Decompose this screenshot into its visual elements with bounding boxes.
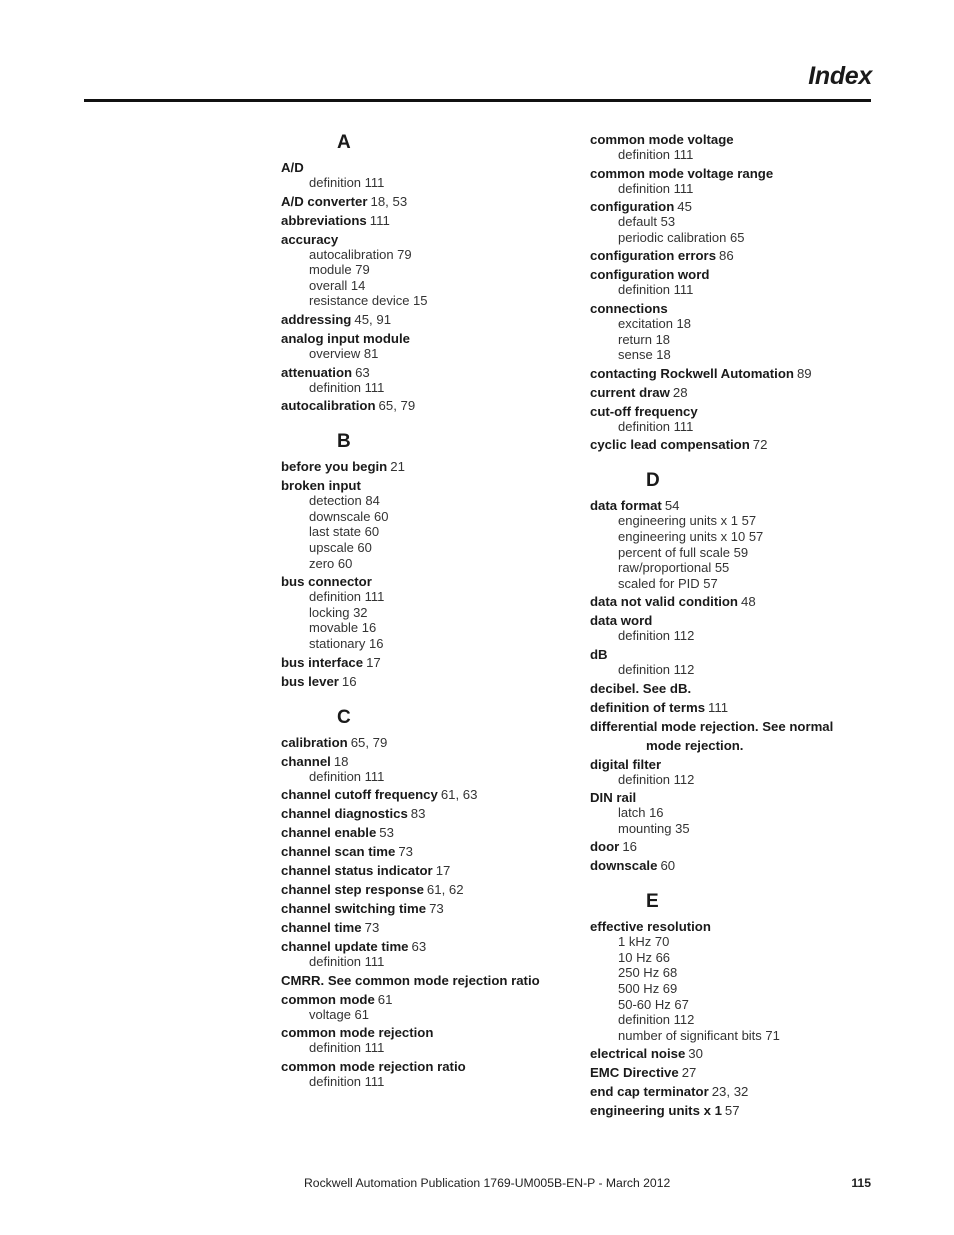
sub-entry: voltage 61: [309, 1006, 369, 1022]
entry-pages: 17: [435, 863, 451, 879]
entry-term: common mode voltage: [590, 132, 734, 147]
entry-term: CMRR. See common mode rejection ratio: [281, 972, 540, 988]
sub-entry: 500 Hz 69: [618, 981, 678, 997]
entry-term: current draw: [590, 384, 670, 400]
entry-pages: 48: [741, 594, 756, 610]
index-section: [281, 703, 581, 1090]
sub-entry: module 79: [309, 262, 370, 278]
index-column-right: [590, 130, 890, 1120]
section-letter: B: [337, 431, 351, 453]
header-rule: [84, 99, 871, 102]
entry-term: digital filter: [590, 756, 662, 772]
footer-publication: Rockwell Automation Publication 1769-UM005B-EN-P - March 2012: [304, 1176, 671, 1190]
entry-term: configuration: [590, 199, 675, 215]
index-entry: [281, 785, 581, 804]
sub-entry: definition 111: [309, 589, 385, 605]
sub-entry: downscale 60: [309, 508, 389, 524]
sub-entry: definition 111: [309, 768, 385, 784]
sub-entry: definition 111: [618, 418, 694, 434]
index-section: [281, 128, 581, 415]
sub-entry: engineering units x 1 57: [618, 513, 757, 529]
entry-pages: 57: [724, 1103, 740, 1119]
entry-pages: 65, 79: [378, 398, 416, 414]
sub-entry: movable 16: [309, 620, 377, 636]
index-entry: [281, 842, 581, 861]
entry-term: cut-off frequency: [590, 403, 698, 419]
sub-entry: upscale 60: [309, 539, 372, 555]
sub-entry: definition 111: [618, 282, 694, 298]
sub-entry: periodic calibration 65: [618, 229, 745, 245]
entry-term: electrical noise: [590, 1046, 686, 1062]
entry-term: differential mode rejection. See normal: [590, 718, 834, 734]
index-entry: [590, 592, 890, 611]
entry-term: abbreviations: [281, 212, 367, 228]
entry-term: analog input module: [281, 330, 410, 346]
entry-term: accuracy: [281, 231, 339, 247]
index-entry: [590, 364, 890, 383]
sub-entry: scaled for PID 57: [618, 575, 718, 591]
index-entry: [590, 698, 890, 717]
sub-entry-list: [618, 628, 890, 644]
sub-entry-list: [309, 954, 581, 970]
sub-entry-list: [618, 181, 890, 197]
sub-entry: autocalibration 79: [309, 246, 412, 262]
entry-term: bus interface: [281, 654, 364, 670]
sub-entry-list: [309, 346, 581, 362]
index-entry: [281, 861, 581, 880]
entry-pages: 18, 53: [370, 193, 408, 209]
index-entry: [590, 717, 890, 736]
entry-term: channel update time: [281, 939, 409, 955]
sub-entry: zero 60: [309, 555, 353, 571]
index-entry: [281, 211, 581, 230]
entry-term: bus connector: [281, 574, 372, 590]
entry-pages: 45: [677, 199, 692, 215]
sub-entry: detection 84: [309, 493, 380, 509]
sub-entry: return 18: [618, 331, 671, 347]
index-entry: [590, 435, 890, 454]
index-entry: [281, 899, 581, 918]
sub-entry: definition 111: [309, 379, 385, 395]
entry-term: channel time: [281, 920, 362, 936]
entry-term: channel diagnostics: [281, 806, 408, 822]
sub-entry: definition 112: [618, 1012, 695, 1028]
entry-term: channel switching time: [281, 901, 427, 917]
section-letter: D: [646, 470, 660, 492]
entry-pages: 17: [366, 654, 381, 670]
sub-entry-list: [618, 662, 890, 678]
index-entry: [281, 653, 581, 672]
sub-entry: overall 14: [309, 277, 366, 293]
sub-entry: resistance device 15: [309, 293, 428, 309]
sub-entry: raw/proportional 55: [618, 560, 730, 576]
index-column-left: [281, 128, 581, 1090]
sub-entry: 10 Hz 66: [618, 949, 671, 965]
index-entry-continuation: [590, 736, 890, 755]
entry-term: attenuation: [281, 364, 353, 380]
entry-pages: 53: [379, 825, 394, 841]
entry-pages: 72: [752, 437, 768, 453]
sub-entry: 50-60 Hz 67: [618, 996, 689, 1012]
entry-pages: 61: [377, 991, 393, 1007]
index-entry: [590, 837, 890, 856]
section-letter: A: [337, 132, 351, 153]
section-letter: E: [646, 891, 659, 913]
entry-term: common mode rejection: [281, 1025, 434, 1041]
entry-pages: 63: [355, 364, 370, 380]
sub-entry: locking 32: [309, 604, 368, 620]
sub-entry-list: [309, 1040, 581, 1056]
entry-term: channel step response: [281, 882, 424, 898]
index-entry: [281, 971, 581, 990]
entry-term: configuration errors: [590, 248, 717, 264]
entry-pages: 30: [688, 1046, 703, 1062]
sub-entry: definition 112: [618, 771, 695, 787]
sub-entry: engineering units x 10 57: [618, 528, 764, 544]
entry-pages: 16: [341, 673, 357, 689]
sub-entry-list: [618, 147, 890, 163]
entry-term: bus lever: [281, 673, 339, 689]
entry-term: effective resolution: [590, 919, 711, 935]
sub-entry-list: [618, 316, 890, 363]
entry-pages: 61, 63: [440, 787, 478, 803]
index-entry: [590, 246, 890, 265]
sub-entry: percent of full scale 59: [618, 544, 749, 560]
entry-pages: 111: [369, 212, 390, 228]
index-entry: [590, 1063, 890, 1082]
index-entry: [590, 679, 890, 698]
index-section: [281, 427, 581, 690]
index-section: [590, 130, 890, 454]
entry-term: end cap terminator: [590, 1084, 709, 1100]
entry-term: definition of terms: [590, 699, 706, 715]
sub-entry-list: [309, 380, 581, 396]
index-entry: [281, 918, 581, 937]
entry-term: contacting Rockwell Automation: [590, 365, 794, 381]
entry-pages: 89: [796, 365, 812, 381]
entry-term: dB: [590, 646, 608, 662]
index-entry: [281, 804, 581, 823]
sub-entry: overview 81: [309, 345, 379, 361]
entry-term: door: [590, 839, 620, 855]
sub-entry-list: [618, 934, 890, 1043]
sub-entry-list: [618, 419, 890, 435]
sub-entry: definition 111: [618, 180, 694, 196]
entry-pages: 18: [333, 753, 349, 769]
section-letter: C: [337, 706, 351, 728]
entry-term: common mode voltage range: [590, 165, 774, 181]
entry-pages: 83: [410, 806, 426, 822]
entry-term: configuration word: [590, 267, 710, 283]
entry-term: channel: [281, 753, 331, 769]
sub-entry-list: [618, 772, 890, 788]
entry-term: calibration: [281, 734, 348, 750]
entry-pages: 23, 32: [711, 1084, 749, 1100]
entry-pages: 45, 91: [354, 311, 392, 327]
index-section: [590, 466, 890, 875]
entry-term-continuation: mode rejection.: [646, 737, 744, 753]
entry-pages: 27: [681, 1065, 697, 1081]
sub-entry: definition 111: [309, 175, 385, 190]
entry-pages: 60: [660, 858, 676, 874]
entry-pages: 63: [411, 939, 427, 955]
sub-entry-list: [309, 1074, 581, 1090]
sub-entry-list: [618, 282, 890, 298]
entry-term: common mode: [281, 991, 375, 1007]
index-entry: [281, 880, 581, 899]
entry-pages: 54: [664, 498, 680, 514]
entry-term: data not valid condition: [590, 594, 738, 610]
entry-pages: 73: [429, 901, 444, 917]
index-entry: [590, 856, 890, 875]
sub-entry-list: [309, 493, 581, 571]
index-entry: [590, 1101, 890, 1120]
sub-entry: default 53: [618, 214, 676, 230]
entry-term: A/D: [281, 160, 304, 175]
entry-term: engineering units x 1: [590, 1103, 722, 1119]
sub-entry: definition 111: [618, 147, 694, 162]
sub-entry: number of significant bits 71: [618, 1027, 780, 1043]
entry-pages: 65, 79: [350, 734, 388, 750]
sub-entry-list: [618, 214, 890, 245]
index-entry: [590, 1044, 890, 1063]
entry-term: autocalibration: [281, 398, 376, 414]
entry-term: addressing: [281, 311, 352, 327]
entry-term: downscale: [590, 858, 658, 874]
index-entry: [281, 672, 581, 691]
sub-entry-list: [309, 1007, 581, 1023]
entry-term: decibel. See dB.: [590, 680, 692, 696]
entry-term: channel cutoff frequency: [281, 787, 438, 803]
sub-entry: definition 112: [618, 628, 695, 644]
entry-pages: 86: [719, 248, 734, 264]
entry-term: before you begin: [281, 459, 388, 475]
sub-entry-list: [309, 589, 581, 651]
entry-term: data word: [590, 613, 653, 629]
sub-entry: definition 111: [309, 1073, 385, 1089]
entry-term: DIN rail: [590, 790, 637, 806]
index-section: [590, 887, 890, 1120]
entry-pages: 21: [390, 459, 405, 475]
entry-pages: 73: [398, 844, 414, 860]
entry-pages: 73: [364, 920, 380, 936]
page-title: Index: [808, 62, 872, 90]
entry-pages: 111: [708, 699, 729, 715]
sub-entry-list: [309, 175, 581, 191]
sub-entry: definition 112: [618, 661, 695, 677]
sub-entry: sense 18: [618, 347, 671, 363]
sub-entry: definition 111: [309, 1040, 385, 1056]
entry-term: connections: [590, 300, 668, 316]
entry-term: channel status indicator: [281, 863, 433, 879]
sub-entry: stationary 16: [309, 635, 384, 651]
sub-entry-list: [309, 769, 581, 785]
entry-pages: 61, 62: [426, 882, 464, 898]
entry-term: A/D converter: [281, 193, 368, 209]
page-number: 115: [851, 1176, 871, 1190]
entry-term: cyclic lead compensation: [590, 437, 750, 453]
entry-term: broken input: [281, 478, 361, 494]
sub-entry: 1 kHz 70: [618, 934, 670, 950]
entry-term: channel scan time: [281, 844, 396, 860]
entry-pages: 28: [672, 384, 688, 400]
sub-entry: last state 60: [309, 524, 380, 540]
index-entry: [281, 823, 581, 842]
entry-term: EMC Directive: [590, 1065, 679, 1081]
sub-entry-list: [618, 513, 890, 591]
sub-entry-list: [309, 247, 581, 309]
sub-entry: latch 16: [618, 805, 664, 821]
index-entry: [281, 733, 581, 752]
index-entry: [590, 1082, 890, 1101]
sub-entry: 250 Hz 68: [618, 965, 678, 981]
index-entry: [281, 192, 581, 211]
sub-entry: excitation 18: [618, 315, 691, 331]
index-entry: [281, 310, 581, 329]
index-entry: [281, 457, 581, 476]
index-entry: [590, 383, 890, 402]
entry-term: channel enable: [281, 825, 377, 841]
sub-entry-list: [618, 805, 890, 836]
entry-pages: 16: [622, 839, 637, 855]
index-entry: [281, 396, 581, 415]
entry-term: common mode rejection ratio: [281, 1058, 466, 1074]
sub-entry: definition 111: [309, 954, 385, 970]
entry-term: data format: [590, 498, 662, 514]
sub-entry: mounting 35: [618, 820, 690, 836]
